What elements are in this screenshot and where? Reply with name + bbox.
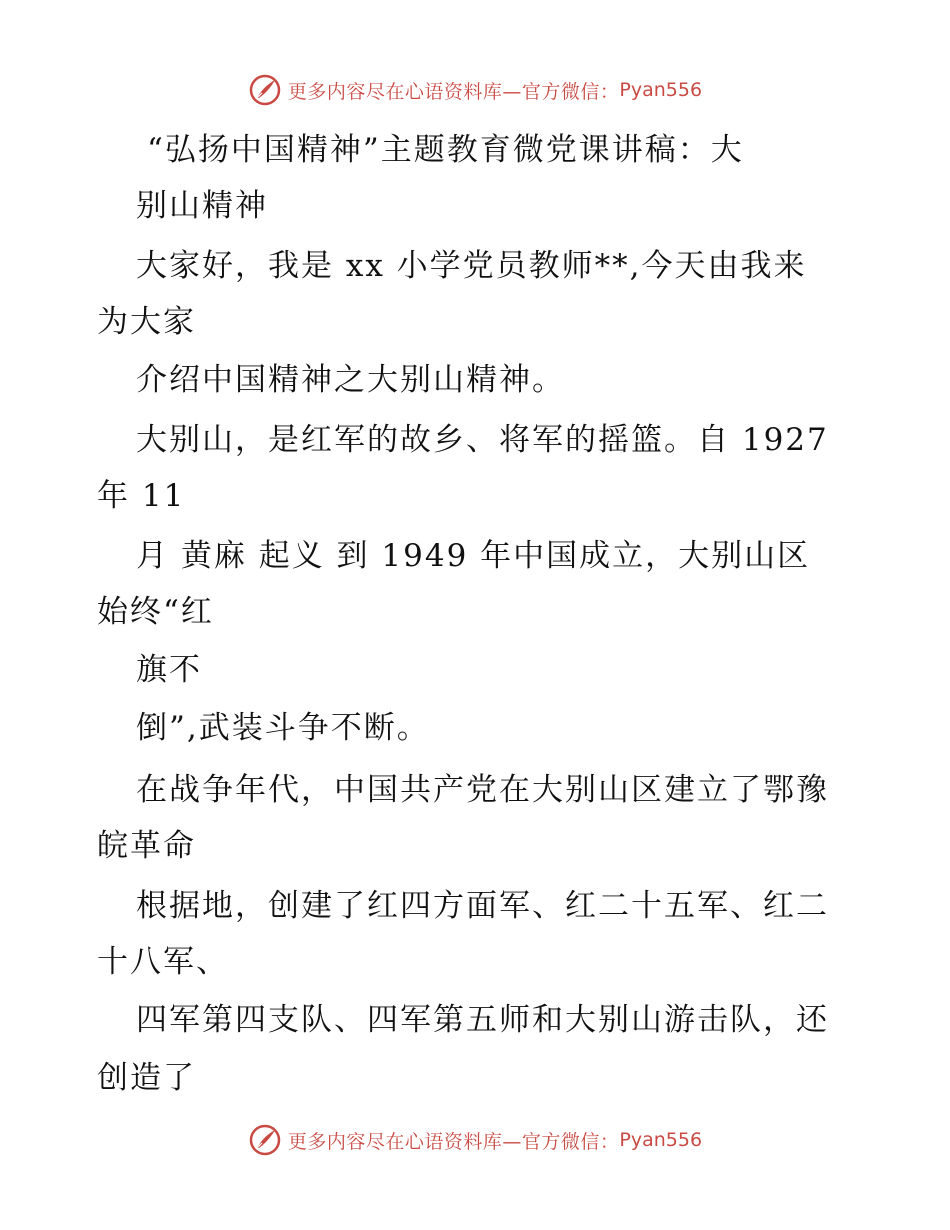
paragraph-line: 旗不: [136, 652, 202, 688]
quill-circle-icon: [248, 73, 282, 107]
watermark-text: 更多内容尽在心语资料库—官方微信：: [287, 1130, 620, 1153]
paragraph-line: 在战争年代，中国共产党在大别山区建立了鄂豫: [136, 772, 829, 808]
paragraph-line: 根据地，创建了红四方面军、红二十五军、红二: [136, 888, 829, 924]
document-title-line-2: 别山精神: [136, 188, 268, 224]
footer-watermark: [0, 1120, 950, 1160]
paragraph-line: 十八军、: [97, 944, 229, 980]
paragraph-line: 月 黄麻 起义 到 1949 年中国成立，大别山区: [136, 538, 811, 574]
paragraph-line: 四军第四支队、四军第五师和大别山游击队，还: [136, 1002, 829, 1038]
paragraph-line: 大别山，是红军的故乡、将军的摇篮。自 1927: [136, 422, 829, 458]
watermark-wechat-id: Pyan556: [619, 1129, 703, 1151]
paragraph-line: 介绍中国精神之大别山精神。: [136, 362, 565, 398]
paragraph-line: 大家好，我是 xx 小学党员教师**,今天由我来: [136, 248, 807, 284]
paragraph-line: 年 11: [97, 478, 186, 514]
document-title-line-1: “弘扬中国精神”主题教育微党课讲稿：大: [147, 132, 744, 168]
paragraph-line: 倒”,武装斗争不断。: [136, 710, 430, 746]
paragraph-line: 皖革命: [97, 828, 196, 864]
header-watermark: [0, 70, 950, 110]
watermark-text: 更多内容尽在心语资料库—官方微信：: [287, 80, 620, 103]
paragraph-line: 为大家: [97, 304, 196, 340]
quill-circle-icon: [248, 1123, 282, 1157]
paragraph-line: 创造了: [97, 1060, 196, 1096]
watermark-wechat-id: Pyan556: [619, 79, 703, 101]
paragraph-line: 始终“红: [97, 594, 214, 630]
